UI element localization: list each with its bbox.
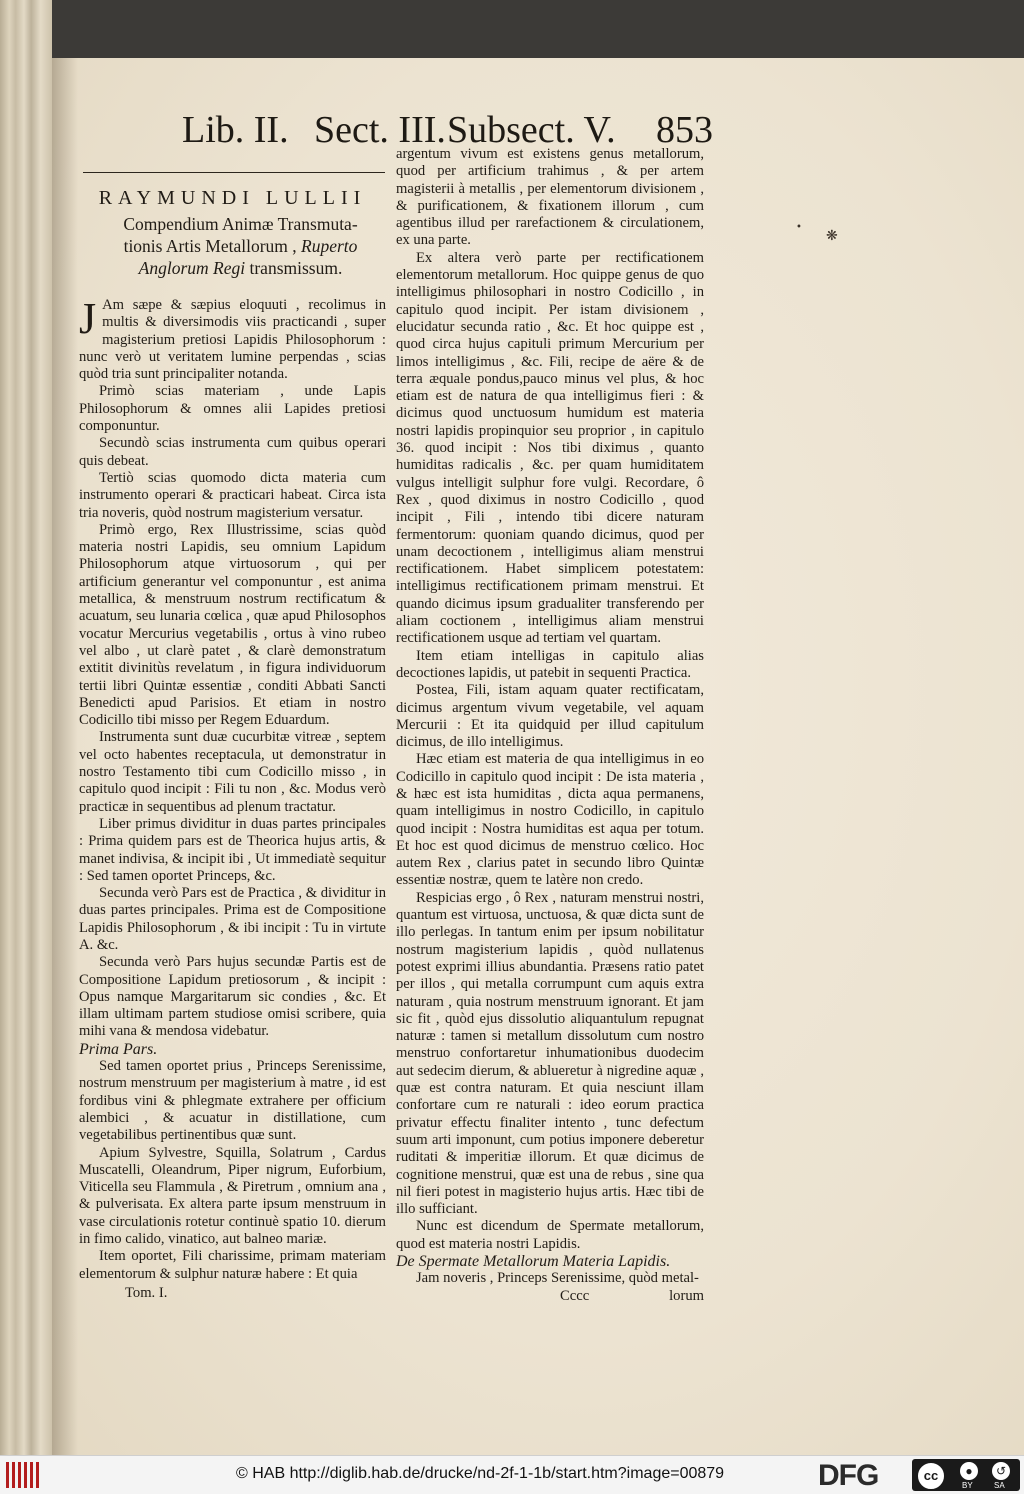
library-logo-icon <box>6 1462 40 1488</box>
by-label: BY <box>962 1481 973 1490</box>
paragraph: Respicias ergo , ô Rex , naturam menstrui nostri, quantum est virtuosa, unctuosa, & quæ dicta sunt de illo perlegas. In tantum enim per ipsum nobilitatur nostrum magisterium lapidis , quòd nullatenus potest exprimi illius abundantia. Præsens ratio patet per illos , qui metalla corrumpunt cum aquis extra naturam , quia nostrum menstruum ignorant. Et jam sic fit , quòd ejus dissolutio aliquantulum repugnat naturæ : tamen si metallum dissolutum cum nostro menstruo confortaretur inhumationibus duodecim aut sedecim dierum, & ablueretur à nigredine aquæ , quæ est contra naturam. Et quia nesciunt illam confortare cum re naturali : ideo eorum practica privatur effectu finaliter intento , tunc defectum suum arti imponunt, cum potius imponere deberetur ruditati & imperitiæ illorum. Et quæ dicimus de cognitione menstrui, quæ est una de rebus , sine qua nil fieri potest in magisterio hujus artis. Hæc tibi de illo sufficiant. <box>396 889 704 1218</box>
cc-license-badge[interactable] <box>912 1459 1020 1491</box>
signature-mark: Cccc <box>560 1287 590 1304</box>
paragraph: Jam noveris , Princeps Serenissime, quòd metal- <box>416 1270 699 1287</box>
paragraph: Liber primus dividitur in duas partes principales : Prima quidem pars est de Theorica hujus artis, & manet indivisa, & incipit ibi , Ut immediatè sequitur : Sed tamen oportet Princeps, &c. <box>79 815 386 884</box>
right-column <box>396 146 704 1305</box>
scan-top-background <box>0 0 1024 58</box>
paragraph: Sed tamen oportet prius , Princeps Serenissime, nostrum menstruum per magisterium à matre , id est fordibus vini & phlegmate extrahere per officium alembici , & acuatur in distillatione, cum vegetabilibus pertinentibus quæ sunt. <box>79 1058 386 1144</box>
paragraph: Tertiò scias quomodo dicta materia cum instrumento operari & practicari habeat. Circa ista tria noveris, quòd nostrum magisterium versatur. <box>79 469 386 521</box>
volume-label: Tom. I. <box>125 1284 168 1301</box>
paragraph: Item etiam intelligas in capitulo alias decoctiones lapidis, ut patebit in sequenti Practica. <box>396 647 704 681</box>
paragraph <box>79 294 386 383</box>
header-lib: Lib. II. <box>182 109 289 151</box>
by-icon: ● <box>960 1462 978 1480</box>
signature-row <box>396 1288 704 1305</box>
paragraph: Postea, Fili, istam aquam quater rectificatam, dicimus argentum vivum vegetabile, vel aquam Mercurii : Et ita quidquid per illud capitulum dicimus, de illo intelligimus. <box>396 682 704 751</box>
left-column <box>79 172 386 1302</box>
margin-ornament: ❋ <box>826 228 838 244</box>
margin-speck: • <box>796 222 802 233</box>
sa-icon: ↺ <box>992 1462 1010 1480</box>
header-subsect: Subsect. V. <box>447 109 616 151</box>
paragraph: Nunc est dicendum de Spermate metallorum, quod est materia nostri Lapidis. <box>396 1218 704 1252</box>
title-line-b: tionis Artis Metallorum , <box>123 236 297 256</box>
title-line-c: transmissum. <box>249 258 343 278</box>
paragraph: Primò scias materiam , unde Lapis Philosophorum & omnes alii Lapides pretiosi componuntur. <box>79 383 386 435</box>
paragraph: argentum vivum est existens genus metallorum, quod per artificium trahimus , & per artem magisterii à metallis , per elementorum divisionem , & purificationem, & fixationem illorum , cum agentibus illud per rarefactionem & circulationem, ex una parte. <box>396 146 704 249</box>
paragraph: Secunda verò Pars hujus secundæ Partis est de Compositione Lapidum pretiosorum , & incipit : Opus namque Margaritarum sic condies , &c. Et illam ultimam partem studiose omisi scribere, quia mihi vana & mendosa videbatur. <box>79 954 386 1040</box>
copyright-link[interactable]: © HAB http://diglib.hab.de/drucke/nd-2f-1-1b/start.htm?image=00879 <box>236 1465 725 1482</box>
title-line-a: Compendium Animæ Transmuta- <box>123 214 358 234</box>
page-gutter-shadow <box>52 58 78 1455</box>
paragraph: Hæc etiam est materia de qua intelligimus in eo Codicillo in capitulo quod incipit : De ista materia , & hæc est ista humiditas , dicta aqua permanens, quam intelligimus in nostro Codicillo, in capitulo quod incipit : Nostra humiditas est aqua per totum. Et hoc est quod dicimus de menstruo cœlico. Hoc autem Rex , clarius patet in secundo libro Quintæ essentiæ nostræ, quem te latère non credo. <box>396 751 704 889</box>
title-rule <box>83 172 385 173</box>
treatise-title <box>95 213 386 279</box>
paragraph: Secundò scias instrumenta cum quibus operari quis debeat. <box>79 435 386 469</box>
catchword: lorum <box>669 1287 704 1304</box>
paragraph: Ex altera verò parte per rectificationem elementorum metallorum. Hoc quippe genus de quo intelligimus philosophari in nostro Codicillo , in capitulo quod incipit. Per istam divisionem , elucidatur secunda ratio , &c. Et hoc quippe est , quod circa hujus capituli primum Mercurium per limos intelligimus , &c. Fili, recipe de aëre & de terra æquale pondus,pauco minus vel plus, & hoc etiam est de natura de qua intelligimus fieri : & dicimus quod unctuosum humidum est materia nostri lapidis propinquior seu proprior , in capitulo 36. quod incipit : Nos tibi diximus , quanto humiditas radicalis , &c. per quam humiditatem vulgus intelligit sulphur fore vulgi. Recordare, ô Rex , quod diximus in nostro Codicillo , quod incipit , Fili , intendo tibi dicere naturam fermentorum: quoniam quando dicimus, quod per unam decoctionem , intelligimus aliam menstrui rectificationem. Habet simplicem potestatem: intelligimus rectificationem primam menstrui. Et quando dicimus ipsum gradualiter transferendo per aliam coctionem , intelligimus aliam menstrui rectificationem usque ad tertiam vel quartam. <box>396 249 704 647</box>
paragraph-text: Am sæpe & sæpius eloquuti , recolimus in multis & diversimodis viis practicandi , super magisterium pretiosi Lapidis Philosophorum : nunc verò ut veritatem lumine perpendas , scias quòd tria sunt principaliter notanda. <box>79 297 386 383</box>
page-stack-edge <box>0 0 52 1455</box>
footer-bar <box>0 1455 1024 1494</box>
treatise-title-author: RAYMUNDI LULLII <box>98 187 367 209</box>
section-heading: De Spermate Metallorum Materia Lapidis. <box>396 1253 671 1270</box>
drop-capital: J <box>79 294 97 343</box>
title-dedicatee-2: Anglorum Regi <box>138 258 246 278</box>
header-sect: Sect. III. <box>314 109 446 151</box>
cc-icon: cc <box>916 1461 946 1491</box>
paragraph: Primò ergo, Rex Illustrissime, scias quòd materia nostri Lapidis, seu omnium Lapidum Philosophorum atque virtuosorum , qui per artificium generantur vel componuntur , est anima metallica, & menstruum nostrum rectificatum & acuatum, seu lunaria cœlica , quæ apud Philosophos vocatur Mercurius vegetabilis , ortus à vino rubeo vel albo , ut clarè patet , & clarè demonstratum extitit divinitùs revelatum , in figura individuorum tertii libri Quintæ essentiæ , conditi Abbati Sancti Benedicti apud Parisios. Et etiam in nostro Codicillo tibi misso per Regem Eduardum. <box>79 521 386 729</box>
paragraph: Instrumenta sunt duæ cucurbitæ vitreæ , septem vel octo habentes receptacula, ut demonstratur in nostro Testamento tibi cum Codicillo misso , in capitulo quod incipit : Fili tu non , &c. Modus verò practicæ in sequentibus ad plenum tractatur. <box>79 729 386 815</box>
section-heading: Prima Pars. <box>79 1040 158 1058</box>
paragraph: Item oportet, Fili charissime, primam materiam elementorum & sulphur naturæ habere : Et quia <box>79 1248 386 1282</box>
sa-label: SA <box>994 1481 1005 1490</box>
dfg-logo[interactable]: DFG <box>818 1459 879 1492</box>
volume-footer <box>79 1285 386 1302</box>
paragraph: Secunda verò Pars est de Practica , & dividitur in duas partes principales. Prima est de Compositione Lapidis Philosophorum , & ibi incipit : Tu in virtute A. &c. <box>79 885 386 953</box>
paragraph: Apium Sylvestre, Squilla, Solatrum , Cardus Muscatelli, Oleandrum, Piper nigrum, Euforbium, Viticella seu Flammula , & Piretrum , omnium ana , & pulverisata. Ex altera parte ipsum menstruum in vase circulationis rotetur continuè spatio 10. dierum in fimo calido, vinatico, aut balneo mariæ. <box>79 1144 386 1248</box>
page-number: 853 <box>656 109 713 151</box>
title-dedicatee: Ruperto <box>301 236 358 256</box>
